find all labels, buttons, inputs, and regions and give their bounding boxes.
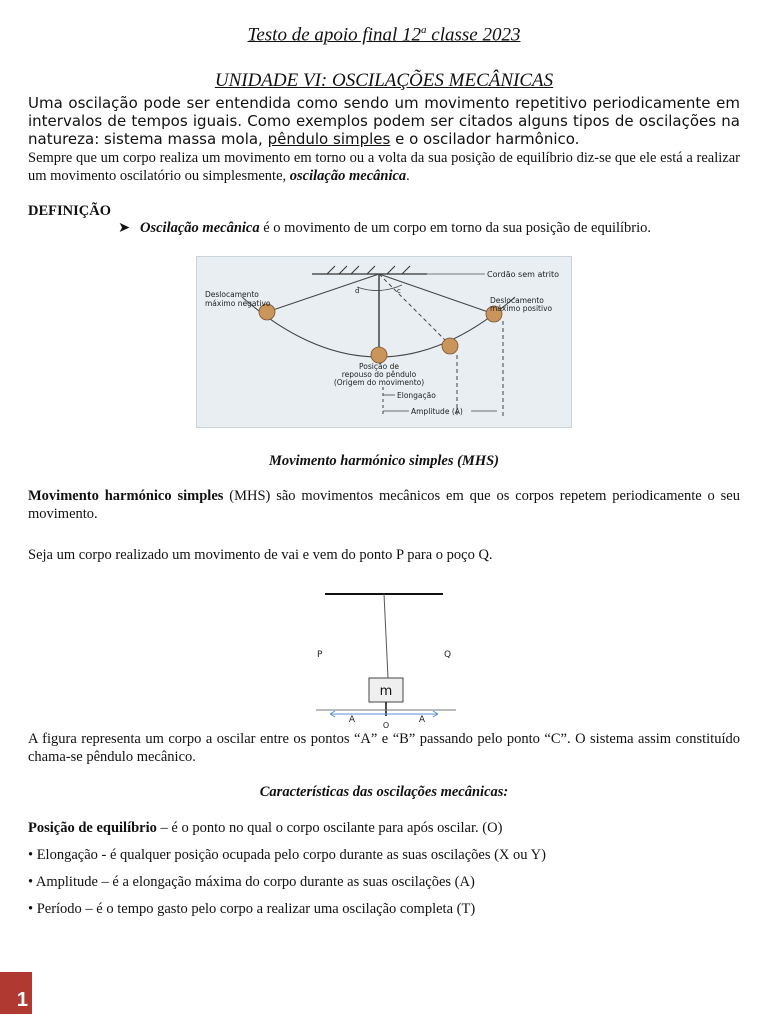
oscillation-paragraph: Sempre que um corpo realiza um movimento em torno ou a volta da sua posição de equilíbrio diz-se que ele está a realizar um movimento oscilatório ou simplesmente, oscilação mecânica. — [28, 150, 740, 184]
label-q: Q — [444, 650, 452, 660]
label-p: P — [317, 650, 323, 660]
arrow-bullet-icon: ➤ — [118, 220, 131, 236]
svg-text:A: A — [348, 715, 356, 725]
characteristics-heading: Características das oscilações mecânicas: — [259, 784, 509, 800]
svg-text:Posição de: Posição de — [359, 362, 399, 371]
pendulum-figure — [196, 256, 572, 428]
mass-pendulum-figure — [310, 585, 470, 730]
definition-item: ➤ Oscilação mecânica é o movimento de um corpo em torno da sua posição de equilíbrio. — [118, 220, 652, 236]
definition-heading: DEFINIÇÃO — [28, 203, 111, 219]
svg-text:máximo positivo: máximo positivo — [490, 304, 553, 313]
list-item: • Elongação - é qualquer posição ocupada pelo corpo durante as suas oscilações (X ou Y) — [28, 847, 546, 863]
svg-text:Deslocamento: Deslocamento — [205, 290, 259, 299]
unit-heading: UNIDADE VI: OSCILAÇÕES MECÂNICAS — [214, 70, 554, 91]
document-title: Testo de apoio final 12$^a$ classe 2023 — [247, 24, 521, 46]
pendulo-link: pêndulo simples — [267, 130, 391, 148]
svg-text:A: A — [418, 715, 426, 725]
svg-text:c: c — [397, 287, 401, 295]
list-item: • Amplitude – é a elongação máxima do corpo durante as suas oscilações (A) — [28, 874, 475, 890]
svg-text:Amplitude (A): Amplitude (A) — [411, 407, 463, 416]
svg-text:(Origem do movimento): (Origem do movimento) — [333, 378, 425, 387]
list-item: • Período – é o tempo gasto pelo corpo a realizar uma oscilação completa (T) — [28, 901, 476, 917]
svg-text:Deslocamento: Deslocamento — [490, 296, 544, 305]
figure-caption: Movimento harmónico simples (MHS) — [268, 453, 499, 469]
label-cordao: Cordão sem atrito — [487, 270, 560, 279]
svg-text:máximo negativo: máximo negativo — [205, 299, 271, 308]
svg-text:repouso do pêndulo: repouso do pêndulo — [341, 370, 417, 379]
intro-paragraph: Uma oscilação pode ser entendida como sendo um movimento repetitivo periodicamente em intervalos de tempos iguais. Como exemplos podem ser citados alguns tipos de oscilações na natureza: sistema massa mola, pêndulo simples e o oscilador harmônico. — [28, 94, 740, 148]
bob-rest — [371, 347, 387, 363]
svg-text:Elongação: Elongação — [397, 391, 436, 400]
svg-text:O: O — [382, 721, 390, 730]
pq-paragraph: Seja um corpo realizado um movimento de vai e vem do ponto P para o poço Q. — [28, 547, 493, 563]
abc-paragraph: A figura representa um corpo a oscilar entre os pontos “A” e “B” passando pelo ponto “C”. O sistema assim constituído chama-se pêndulo mecânico. — [28, 731, 740, 765]
svg-text:d: d — [355, 287, 360, 295]
bob-mid — [442, 338, 458, 354]
equilibrium-item: Posição de equilíbrio – é o ponto no qual o corpo oscilante para após oscilar. (O) — [28, 820, 503, 836]
page-number-badge: 1 — [0, 972, 32, 1014]
mhs-paragraph: Movimento harmónico simples (MHS) são movimentos mecânicos em que os corpos repetem periodicamente o seu movimento. — [28, 488, 740, 522]
label-mass: m — [379, 684, 393, 699]
